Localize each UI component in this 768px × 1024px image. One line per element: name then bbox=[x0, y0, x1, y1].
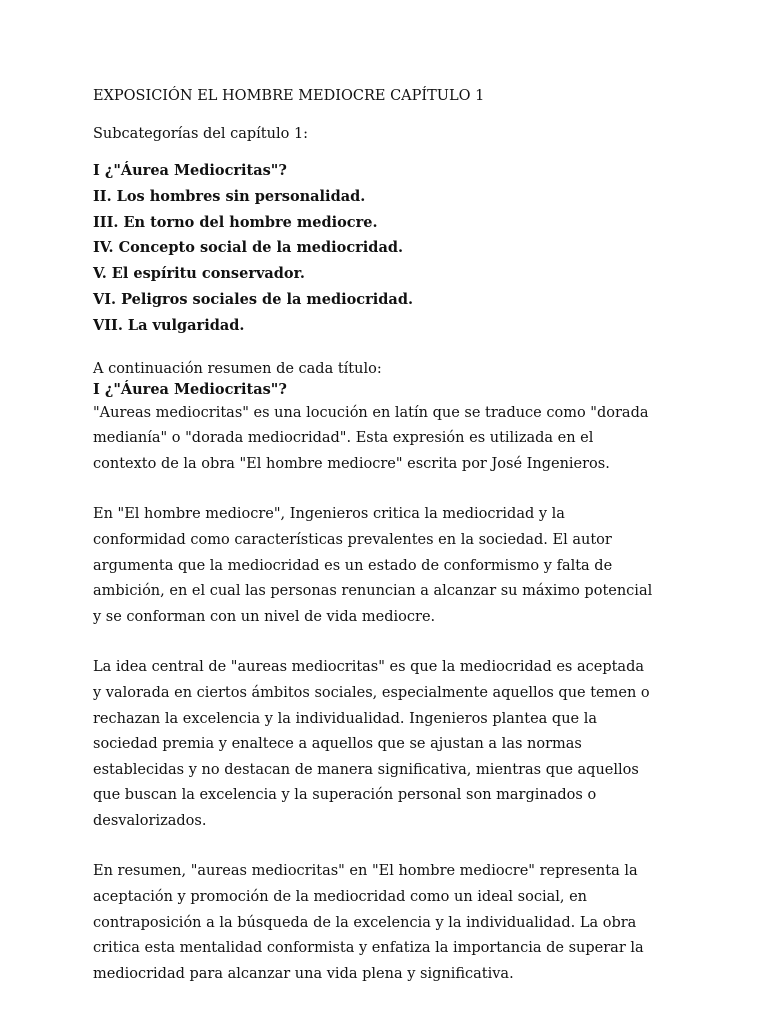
subcategory-item: I ¿"Áurea Mediocritas"? bbox=[93, 162, 287, 179]
paragraph: En resumen, "aureas mediocritas" en "El hombre mediocre" representa la aceptación y promoción de la mediocridad como un ideal social, en contraposición a la búsqueda de la excelencia y la individualidad. La obra critica esta mentalidad conformista y enfatiza la importancia de superar la mediocridad para alcanzar una vida plena y significativa. bbox=[93, 863, 644, 982]
document-body bbox=[93, 86, 653, 1012]
section-heading: I ¿"Áurea Mediocritas"? bbox=[93, 380, 287, 398]
summary-intro: A continuación resumen de cada título: bbox=[93, 360, 382, 377]
paragraph: "Aureas mediocritas" es una locución en latín que se traduce como "dorada medianía" o "dorada mediocridad". Esta expresión es utilizada en el contexto de la obra "El hombre mediocre" escrita por José Ingenieros. bbox=[93, 404, 649, 472]
subcategory-item: III. En torno del hombre mediocre. bbox=[93, 213, 378, 231]
paragraph: En "El hombre mediocre", Ingenieros critica la mediocridad y la conformidad como características prevalentes en la sociedad. El autor argumenta que la mediocridad es un estado de conformismo y falta de ambición, en el cual las personas renuncian a alcanzar su máximo potencial y se conforman con un nivel de vida mediocre. bbox=[93, 506, 653, 625]
document-title: EXPOSICIÓN EL HOMBRE MEDIOCRE CAPÍTULO 1 bbox=[93, 88, 485, 104]
paragraph: La idea central de "aureas mediocritas" es que la mediocridad es aceptada y valorada en ciertos ámbitos sociales, especialmente aquellos que temen o rechazan la excelencia y la individualidad. Ingenieros plantea que la sociedad premia y enaltece a aquellos que se ajustan a las normas establecidas y no destacan de manera significativa, mientras que aquellos que buscan la excelencia y la superación personal son marginados o desvalorizados. bbox=[93, 659, 650, 829]
subcategory-item: VI. Peligros sociales de la mediocridad. bbox=[93, 290, 414, 308]
subcategory-item: V. El espíritu conservador. bbox=[93, 265, 305, 283]
subcategory-item: VII. La vulgaridad. bbox=[93, 316, 245, 334]
subcategory-item: II. Los hombres sin personalidad. bbox=[93, 187, 366, 205]
chapter-subcategory-list bbox=[93, 158, 653, 339]
subcategories-label: Subcategorías del capítulo 1: bbox=[93, 126, 309, 142]
subcategory-item: IV. Concepto social de la mediocridad. bbox=[93, 239, 404, 257]
